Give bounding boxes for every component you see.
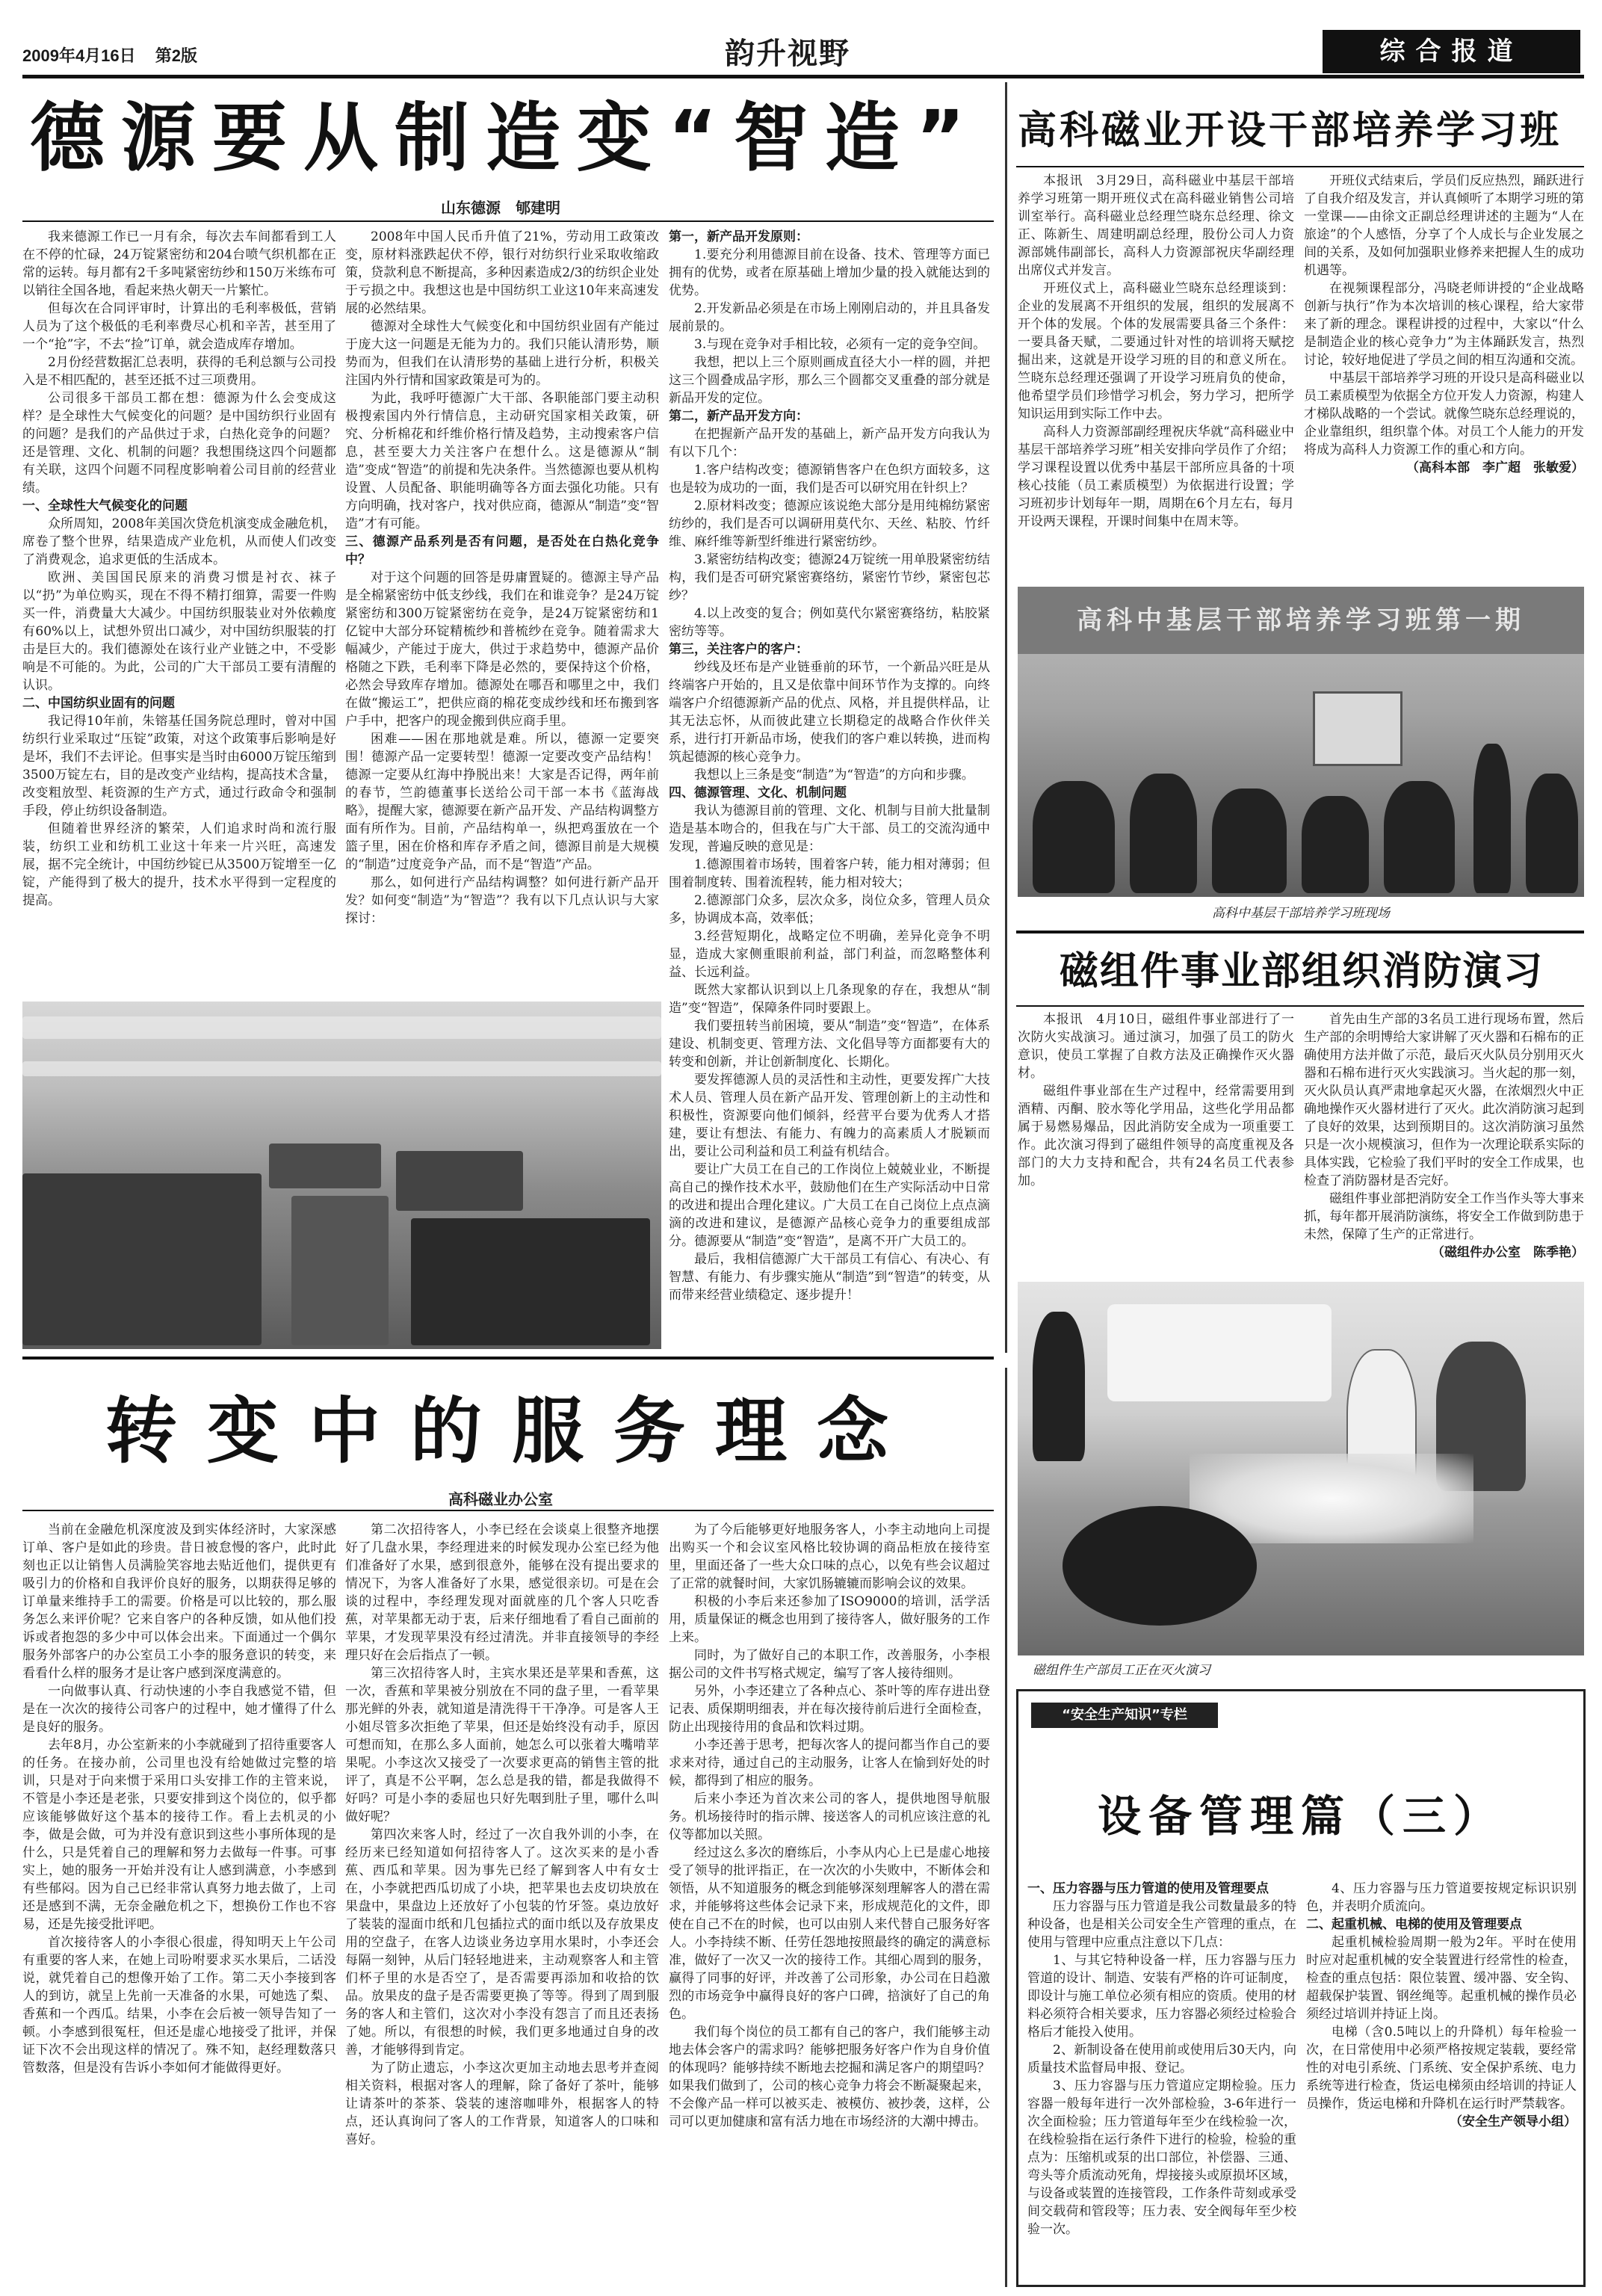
paragraph: 首次接待客人的小李很心很虚，得知明天上午公司有重要的客人来，在她上司吩咐要求买水果后，二话没说，就凭着自己的想像开始了工作。第二天小李接到客人的到访，就呈上先前一天准备的水果，可她选了梨、香蕉和一个西瓜。结果，小李在会后被一领导告知了一顿。小李感到很冤枉，但还是虚心地接受了批评，并保证下次不会出现这样的情况了。殊不知，赵经理数落只管数落，但是没有告诉小李如何才能做得更好。 [22,1935,336,2076]
subhead: 一、全球性大气候变化的问题 [22,499,188,513]
paragraph: 3、压力容器与压力管道应定期检验。压力容器一般每年进行一次外部检验，3-6年进行一次全面检验；压力管道每年至少在线检验一次，在线检验指在运行条件下进行的检验，检验的重点为：压缩机或泵的出口部位，补偿器、三通、弯头等介质流动死角，焊接接头或原损坏区域，与设备或装置的连接管段，工作条件苛刻或承受间交载荷和管段等；压力表、安全阀每年至少校验一次。 [1027,2079,1296,2237]
paragraph: 纱线及坯布是产业链垂前的环节，一个新品兴旺是从终端客户开始的，且又是依靠中间环节作为支撑的。向终端客户介绍德源新产品的优点、风格，并且提供样品，让其无法忘怀，从而彼此建立长期稳定的战略合作伙伴关系，进行打开新品市场，使我们的客户难以转换，进而构筑起德源的核心竞争力。 [669,660,990,765]
paragraph: 3.紧密纺结构改变；德源24万锭统一用单股紧密纺结构，我们是否可研究紧密赛络纺，紧密竹节纱，紧密包芯纱？ [669,552,990,603]
subhead: 三、德源产品系列是否有问题，是否处在白热化竞争中？ [345,534,659,567]
fire-drill-photo [1018,1282,1584,1655]
paragraph: 积极的小李后来还参加了ISO9000的培训，活学活用，质量保证的概念也用到了接待客人，做好服务的工作上来。 [669,1594,990,1645]
paragraph: 中基层干部培养学习班的开设只是高科磁业以员工素质模型为依据全方位开发人力资源，构建人才梯队战略的一个尝试。就像竺晓东总经理说的，企业靠组织，组织靠个体。对员工个人能力的开发将成为高科人力资源工作的重心和方向。 [1304,371,1584,457]
subhead: 二、中国纺织业固有的问题 [22,696,175,711]
training-bottom-rule [1016,931,1584,933]
safety-tag: “安全生产知识”专栏 [1031,1703,1218,1728]
paragraph: 为了今后能够更好地服务客人，小李主动地向上司提出购买一个和会议室风格比较协调的商品柜放在接待室里，里面还备了一些大众口味的点心，以免有些会议超过了正常的就餐时间，大家饥肠辘辘而影响会议的效果。 [669,1522,990,1591]
service-col-2 [345,1521,659,2283]
paragraph: 我来德源工作已一月有余，每次去车间都看到工人在不停的忙碌，24万锭紧密纺和204台喷气织机都在正常的运转。每月都有2千多吨紧密纺纱和150万米练布可以销往全国各地，看起来热火朝天一片繁忙。 [22,229,336,298]
main-bottom-rule [22,1357,994,1360]
paragraph: 磁组件事业部把消防安全工作当作头等大事来抓，每年都开展消防演练，将安全工作做到防患于未然，保障了生产的正常进行。 [1304,1191,1584,1242]
paragraph: 本报讯 3月29日，高科磁业中基层干部培养学习班第一期开班仪式在高科磁业销售公司培训室举行。高科磁业总经理竺晓东总经理、徐文正、陈新生、周建明副总经理，股份公司人力资源部姚伟副部长，高科人力资源部祝庆华副经理出席仪式并发言。 [1018,173,1294,278]
paragraph: 但随着世界经济的繁荣，人们追求时尚和流行服装，纺织工业和纺机工业这十年来一片兴旺，高速发展，据不完全统计，中国纺纱锭已从3500万锭增至一亿锭，产能得到了极大的提升，技术水平得到一定程度的提高。 [22,821,336,908]
paragraph: 4.以上改变的复合；例如莫代尔紧密赛络纺，粘胶紧密纺等等。 [669,606,990,639]
signature: （磁组件办公室 陈季艳） [1432,1245,1584,1260]
paragraph: 首先由生产部的3名员工进行现场布置，然后生产部的余明博给大家讲解了灭火器和石棉布的正确使用方法并做了示范，最后灭火队员分别用灭火器和石棉布进行灭火实践演习。当火起的那一刻，灭火队员认真严肃地拿起灭火器，在浓烟烈火中正确地操作灭火器材进行了灭火。此次消防演习起到了良好的效果，达到预期目的。这次消防演习虽然只是一次小规模演习，但作为一次理论联系实际的具体实践，它检验了我们平时的安全工作成果，也检查了消防器材是否完好。 [1304,1012,1584,1188]
paragraph: 第二次招待客人，小李已经在会谈桌上很整齐地摆好了几盘水果，李经理进来的时候发现办公室已经为他们准备好了水果，感到很意外，能够在没有提出要求的情况下，为客人准备好了水果，感觉很亲切。可是在会谈的过程中，李经理发现对面就座的几个客人只吃香蕉，对苹果都无动于衷，后来仔细地看了看自己面前的苹果，才发现苹果没有经过清洗。并非直接领导的李经理只好在会后指点了一顿。 [345,1522,659,1663]
paragraph: 第三次招待客人时，主宾水果还是苹果和香蕉，这一次，香蕉和苹果被分别放在不同的盘子里，一看苹果那光鲜的外表，就知道是清洗得干干净净。可是客人王小姐尽管多次拒绝了苹果，但还是始终没有动手，原因可想而知，在那么多人面前，她怎么可以张着大嘴啃苹果呢。小李这次又接受了一次要求更高的销售主管的批评了，真是不公平啊，怎么总是我的错，都是我做得不好吗？可是小李的委屈也只好先咽到肚子里，哪什么叫做好呢？ [345,1666,659,1824]
fire-pan [1063,1506,1257,1626]
paragraph: 要发挥德源人员的灵活性和主动性，更要发挥广大技术人员、管理人员在新产品开发、管理创新上的主动性和积极性，资源要向他们倾斜，经营平台要为优秀人才搭建，要让有想法、有能力、有魄力的高素质人才脱颖而出，要让公司利益和员工利益有机结合。 [669,1073,990,1159]
paragraph: 3.经营短期化，战略定位不明确，差异化竞争不明显，造成大家侧重眼前利益，部门利益，而忽略整体利益、长远利益。 [669,929,990,980]
service-col-1 [22,1521,336,2283]
paragraph: 后来小李还为首次来公司的客人，提供地图导航服务。机场接待时的指示牌、接送客人的司机应该注意的礼仪等都加以关照。 [669,1792,990,1842]
paragraph: 最后，我相信德源广大干部员工有信心、有决心、有智慧、有能力、有步骤实施从“制造”到“智造”的转变，从而带来经营业绩稳定、逐步提升！ [669,1252,990,1303]
white-van [1107,1304,1332,1401]
training-headline: 高科磁业开设干部培养学习班 [1018,108,1562,153]
section-tag: 综合报道 [1323,30,1580,73]
training-banner: 高科中基层干部培养学习班第一期 [1018,587,1584,654]
paragraph: 困难——困在那地就是难。所以，德源一定要突围！德源产品一定要转型！德源一定要改变产品结构！德源一定要从红海中挣脱出来！大家是否记得，两年前的春节，竺韵德董事长送给公司干部一本书《蓝海战略》，提醒大家，德源要在新产品开发、产品结构调整方面有所作为。目前，产品结构单一，纵把鸡蛋放在一个篮子里，困在价格和库存矛盾之间，德源目前是大规模的“制造”过度竞争产品，而不是“智造”产品。 [345,732,659,872]
paragraph: 在把握新产品开发的基础上，新产品开发方向我认为有以下几个： [669,427,990,460]
service-byline: 高科磁业办公室 [448,1490,553,1508]
paragraph: 我认为德源目前的管理、文化、机制与目前大批量制造是基本吻合的，但我在与广大干部、员工的交流沟通中发现，普遍反映的意见是： [669,803,990,854]
fire-photo-caption: 磁组件生产部员工正在灭火演习 [1033,1663,1210,1678]
paragraph: 为了防止遗忘，小李这次更加主动地去思考并查阅相关资料，根据对客人的理解，除了备好了茶叶，能够让请茶叶的茶茶、袋装的速溶咖啡外，根据客人的特点，还认真询问了客人的工作背景，知道客人的口味和喜好。 [345,2061,659,2147]
issue-date [22,43,197,67]
paragraph: 我们要扭转当前困境，要从“制造”变“智造”，在体系建设、机制变更、管理方法、文化倡导等方面都要有大的转变和创新，并让创新制度化、长期化。 [669,1019,990,1070]
safety-col-2 [1306,1880,1577,2283]
paragraph: 开班仪式上，高科磁业竺晓东总经理谈到：企业的发展离不开组织的发展，组织的发展离不开个体的发展。个体的发展需要具备三个条件：一要具备天赋，二要通过针对性的培训将天赋挖掘出来，这就是开设学习班的目的和意义所在。竺晓东总经理还强调了开设学习班肩负的使命，他希望学员们珍惜学习机会，努力学习，把所学知识运用到实际工作中去。 [1018,281,1294,422]
paragraph: 但每次在合同评审时，计算出的毛利率极低，营销人员为了这个极低的毛利率费尽心机和辛苦，甚至用了一个“抢”字，不去“捡”订单，就会造成库存增加。 [22,301,336,352]
signature: （安全生产领导小组） [1450,2114,1577,2129]
paragraph: 要让广大员工在自己的工作岗位上兢兢业业，不断提高自己的操作技术水平，鼓励他们在生产实际活动中日常的改进和提出合理化建议。广大员工在自己岗位上点点滴滴的改进和建议，是德源产品核心竞争力的重要组成部分。德源要从“制造”变“智造”，是离不开广大员工的。 [669,1162,990,1249]
training-col-2 [1304,172,1584,579]
paragraph: 1.要充分利用德源目前在设备、技术、管理等方面已拥有的优势，或者在原基础上增加少量的投入就能达到的优势。 [669,247,990,298]
main-title-rule [22,220,994,222]
paragraph: 2.开发新品必须是在市场上刚刚启动的，并且具备发展前景的。 [669,301,990,334]
paragraph: 本报讯 4月10日，磁组件事业部进行了一次防火实战演习。通过演习，加强了员工的防火意识，使员工掌握了自救方法及正确操作灭火器材。 [1018,1012,1294,1081]
paragraph: 一向做事认真、行动快速的小李自我感觉不错，但是在一次次的接待公司客户的过程中，她才懂得了什么是良好的服务。 [22,1684,336,1735]
subhead: 第二，新产品开发方向： [669,409,808,424]
paragraph: 我们每个岗位的员工都有自己的客户，我们能够主动地去体会客户的需求吗？能够把服务好客户作为自身价值的体现吗？能够持续不断地去挖掘和满足客户的期望吗？如果我们做到了，公司的核心竞争力将会不断凝聚起来，不会像产品一样可以被买走、被模仿、被抄袭，这样，公司可以更加健康和富有活力地在市场经济的大潮中搏击。 [669,2025,990,2129]
paragraph: 同时，为了做好自己的本职工作，改善服务，小李根据公司的文件书写格式规定，编写了客人接待细则。 [669,1648,990,1681]
paragraph: 3.与现在竞争对手相比较，必须有一定的竞争空间。 [694,337,986,352]
signature: （高科本部 李广超 张敏爱） [1406,460,1584,475]
paragraph: 我想，把以上三个原则画成直径大小一样的圆，并把这三个圆叠成品字形，那么三个圆都交叉重叠的部分就是新品开发的定位。 [669,355,990,406]
paragraph: 第四次来客人时，经过了一次自我外训的小李，在经历来已经知道如何招待客人了。这次买来的是小香蕉、西瓜和苹果。因为事先已经了解到客人中有女士在，小李就把西瓜切成了小块，把苹果也去皮切块放在果盘中，果盘边上还放好了小包装的竹牙签。桌边放好了装装的湿面巾纸和几包插拉式的面巾纸以及存放果皮用的空盘子，在客人边谈业务边享用水果时，小李还会每隔一刻钟，从后门轻轻地进来，主动观察客人和主管们杯子里的水是否空了，是否需要再添加和收拾的饮品。放果皮的盘子是否需要更换了等等。得到了周到服务的客人和主管们，这次对小李没有怨言了而且还表扬了她。所以，有很想的时候，我们更多地通过自身的改善，才能够得到肯定。 [345,1827,659,2058]
paragraph: 去年8月，办公室新来的小李就碰到了招待重要客人的任务。在接办前，公司里也没有给她做过完整的培训，只是对于向来惯于采用口头安排工作的主管来说，不管是小李还是老张，只要安排到这个岗位的，似乎都应该能够做好这个基本的接待工作。看上去机灵的小李，做是会做，可为并没有意识到这些小事所体现的是什么，只是凭着自己的理解和努力去做每一件事。可事实上，她的服务一开始并没有让人感到满意，小李感到有些郁闷。因为自己已经非常认真努力地去做了，上司还是感到不满，无奈金融危机之下，想换份工作也不容易，还是先接受批评吧。 [22,1738,336,1932]
main-headline: 德源要从制造变“智造” [30,94,982,182]
training-col-1 [1018,172,1294,579]
paragraph: 德源对全球性大气候变化和中国纺织业固有产能过于庞大这一问题是无能为力的。我们只能认清形势，顺势而为，但我们在认清形势的基础上进行分析，积极关注国内外行情和国家政策是可为的。 [345,319,659,388]
paragraph: 既然大家都认识到以上几条现象的存在，我想从“制造”变“智造”，保障条件同时要跟上。 [669,983,990,1016]
paragraph: 当前在金融危机深度波及到实体经济时，大家深感订单、客户是如此的珍贵。昔日被怠慢的客户，此时此刻也正以让销售人员满脸笑容地去贴近他们，提供更有吸引力的价格和自我评价良好的服务，以期获得足够的订单量来维持手工的需要。价格是可以比较的，那么服务怎么来评价呢？它来自客户的各种反馈，如从他们投诉或者抱怨的多少中可以体会出来。下面通过一个偶尔服务外部客户的办公室员工小李的服务意识的转变，来看看什么样的服务才是让客户感到深度满意的。 [22,1522,336,1681]
paragraph: 1.德源围着市场转，围着客户转，能力相对薄弱；但围着制度转、围着流程转，能力相对较大； [669,857,990,890]
main-byline: 山东德源 郇建明 [441,199,560,217]
safety-col-1 [1027,1880,1296,2283]
paragraph: 起重机械检验周期一般为2年。平时在使用时应对起重机械的安全装置进行经常性的检查，检查的重点包括：限位装置、缓冲器、安全钩、超载保护装置、钢丝绳等。起重机械的操作员必须经过培训并持证上岗。 [1306,1935,1577,2022]
subhead: 第一，新产品开发原则： [669,229,808,244]
fire-rule [1016,1005,1584,1007]
paragraph: 电梯（含0.5吨以上的升降机）每年检验一次，在日常使用中必须严格按规定装载，要经常性的对电引系统、门系统、安全保护系统、电力系统等进行检查，货运电梯须由经培训的持证人员操作，货运电梯和升降机在运行时严禁载客。 [1306,2025,1577,2111]
paragraph: 在视频课程部分，冯晓老师讲授的“企业战略创新与执行”作为本次培训的核心课程，给大家带来了新的理念。课程讲授的过程中，大家以“什么是制造企业的核心竞争力”为主体踊跃发言，热烈讨论，较好地促进了学员之间的相互沟通和交流。 [1304,281,1584,368]
paragraph: 我想以上三条是变“制造”为“智造”的方向和步骤。 [694,768,974,783]
paragraph: 公司很多干部员工都在想：德源为什么会变成这样？是全球性大气候变化的问题？是中国纺织行业固有的问题？是我们的产品供过于求，白热化竞争的问题？还是管理、文化、机制的问题？我想围绕这四个问题都有关联，这四个问题不同程度影响着公司目前的经营业绩。 [22,391,336,496]
column-divider [1005,82,1007,1353]
training-photo-caption: 高科中基层干部培养学习班现场 [1212,906,1390,921]
paragraph: 经过这么多次的磨练后，小李从内心上已是虚心地接受了领导的批评指正，在一次次的小失败中，不断体会和领悟，从不知道服务的概念到能够深刻理解客人的潜在需求，并能够将这些体会记录下来，形成规范化的文件，即使在自己不在的时候，也可以由别人来代替自己服务好客人。小李持续不断、任劳任怨地按照最终的确定的满意标准，做好了一次又一次的接待工作。其细心周到的服务，赢得了同事的好评，并改善了公司形象，办公司在日趋激烈的市场竞争中赢得良好的客户口碑，掊演好了自己的角色。 [669,1845,990,2022]
paragraph: 另外，小李还建立了各种点心、茶叶等的库存进出登记表、质保期明细表，并在每次接待前后进行全面检查，防止出现接待用的食品和饮料过期。 [669,1684,990,1735]
paragraph: 4、压力容器与压力管道要按规定标识识别色，并表明介质流向。 [1306,1881,1577,1914]
training-rule [1016,166,1584,167]
fire-col-2 [1304,1010,1584,1276]
paragraph: 2、新制设备在使用前或使用后30天内，向质量技术监督局申报、登记。 [1027,2043,1296,2076]
paragraph: 2月份经营数据汇总表明，获得的毛利总额与公司投入是不相匹配的，甚至还抵不过三项费用。 [22,355,336,388]
paragraph: 欧洲、美国国民原来的消费习惯是衬衣、袜子以“扔”为单位购买，现在不得不精打细算，需要一件购买一件，消费量大大减少。中国纺织服装业对外依赖度有60%以上，试想外贸出口减少，对中国纺织服装的打击是巨大的。我们德源处在该行业产业链之中，不受影响是不可能的。为此，公司的广大干部员工要有清醒的认识。 [22,570,336,693]
paragraph: 众所周知，2008年美国次贷危机演变成金融危机，席卷了整个世界，结果造成产业危机，从而使人们改变了消费观念，追求更低的生活成本。 [22,516,336,567]
paragraph: 压力容器与压力管道是我公司数量最多的特种设备，也是相关公司安全生产管理的重点，在使用与管理中应重点注意以下几点： [1027,1899,1296,1950]
paragraph: 开班仪式结束后，学员们反应热烈，踊跃进行了自我介绍及发言，并认真倾听了本期学习班的第一堂课——由徐文正副总经理讲述的主题为“人在旅途”的个人感悟，分享了个人成长与企业发展之间的关系，及如何加强职业修养来把握人生的成功机遇等。 [1304,173,1584,278]
main-col-2 [345,228,659,994]
paragraph: 对于这个问题的回答是毋庸置疑的。德源主导产品是全棉紧密纺中低支纱线，我们在和谁竞争？是24万锭紧密纺和300万锭紧密纺在竞争，是24万锭紧密纺和1亿锭中大部分环锭精梳纱和普梳纱在竞争。随着需求大幅减少，产能过于庞大，供过于求趋势中，德源产品价格随之下跌，毛利率下降是必然的，要保持这个价格，必然会导致库存增加。德源处在哪吾和哪里之中，我们在做“搬运工”，把供应商的棉花变成纱线和坯布搬到客户手中，把客户的现金搬到供应商手里。 [345,570,659,729]
page-number: 第2版 [155,46,198,65]
subhead: 第三，关注客户的客户： [669,642,808,657]
paragraph: 1、与其它特种设备一样，压力容器与压力管道的设计、制造、安装有严格的许可证制度，即设计与施工单位必须有相应的资质。使用的材料必须符合相关要求，压力容器必须经过检验合格后才能投入使用。 [1027,1953,1296,2040]
subhead: 二、起重机械、电梯的使用及管理要点 [1306,1917,1522,1932]
paragraph: 为此，我呼吁德源广大干部、各职能部门要主动积极搜索国内外行情信息，主动研究国家相关政策，研究、分析棉花和纤维价格行情及趋势，主动搜索客户信息，甚至要大力关注客户在想什么。这是德源从“制造”变成“智造”的前提和先决条件。当然德源也要从机构设置、人员配备、职能明确等各方面去强化功能。只有方向明确，找对客户，找对供应商，德源从“制造”变“智造”才有可能。 [345,391,659,531]
fire-headline: 磁组件事业部组织消防演习 [1059,949,1544,994]
paragraph: 1.客户结构改变；德源销售客户在色织方面较多，这也是较为成功的一面，我们是否可以研究用在针织上？ [669,463,990,496]
paragraph: 我记得10年前，朱镕基任国务院总理时，曾对中国纺织行业采取过“压锭”政策，对这个政策事后影响是好是坏，我们不去评论。但事实是当时由6000万锭压缩到3500万锭左右，目的是改变产业结构，提高技术含量，改变粗放型、耗资源的生产方式，通过行政命令和强制手段，停止纺织设备制造。 [22,714,336,818]
service-headline: 转变中的服务理念 [105,1389,918,1473]
factory-photo [22,1002,661,1349]
service-col-3 [669,1521,990,2283]
paragraph: 那么，如何进行产品结构调整？如何进行新产品开发？如何变“制造”为“智造”？我有以下几点认识与大家探讨： [345,875,659,926]
fire-col-1 [1018,1010,1294,1276]
service-rule [22,1510,994,1511]
masthead: 韵升视野 [725,36,850,71]
paragraph: 磁组件事业部在生产过程中，经常需要用到酒精、丙酮、胶水等化学用品，这些化学用品都属于易燃易爆品，因此消防安全成为一项重要工作。此次演习得到了磁组件领导的高度重视及各部门的大力支持和配合，共有24名员工代表参加。 [1018,1084,1294,1188]
subhead: 四、德源管理、文化、机制问题 [669,786,847,800]
header-rule [22,75,1584,78]
main-col-3 [669,228,990,1349]
date-text: 2009年4月16日 [22,46,136,65]
safety-headline: 设备管理篇（三） [1097,1791,1504,1842]
paragraph: 2.原材料改变；德源应该说绝大部分是用纯棉纺紧密纺纱的，我们是否可以调研用莫代尔、天丝、粘胶、竹纤维、麻纤维等新型纤维进行紧密纺纱。 [669,499,990,549]
main-col-1 [22,228,336,994]
subhead: 一、压力容器与压力管道的使用及管理要点 [1027,1881,1269,1896]
paragraph: 高科人力资源部副经理祝庆华就“高科磁业中基层干部培养学习班”相关安排向学员作了介绍；学习课程设置以优秀中基层干部所应具备的十项核心技能（员工素质模型）为依据进行设置；学习班初步计划每年一期，周期在6个月左右，每月开设两天课程，开课时间集中在周末等。 [1018,425,1294,529]
paragraph: 2008年中国人民币升值了21%，劳动用工政策改变，原材料涨跌起伏不停，银行对纺织行业采取收缩政策，贷款利息不断提高，多种因素造成2/3的纺织企业处于亏损之中。我想这也是中国纺织工业这10年来高速发展的必然结果。 [345,229,659,316]
projector-screen [1313,691,1402,766]
paragraph: 小李还善于思考，把每次客人的提问都当作自己的要求来对待，通过自己的主动服务，让客人在愉到好处的时候，都得到了相应的服务。 [669,1738,990,1789]
column-divider-lower [1005,1368,1007,2287]
paragraph: 2.德源部门众多，层次众多，岗位众多，管理人员众多，协调成本高，效率低； [669,893,990,926]
training-photo [1018,587,1584,897]
